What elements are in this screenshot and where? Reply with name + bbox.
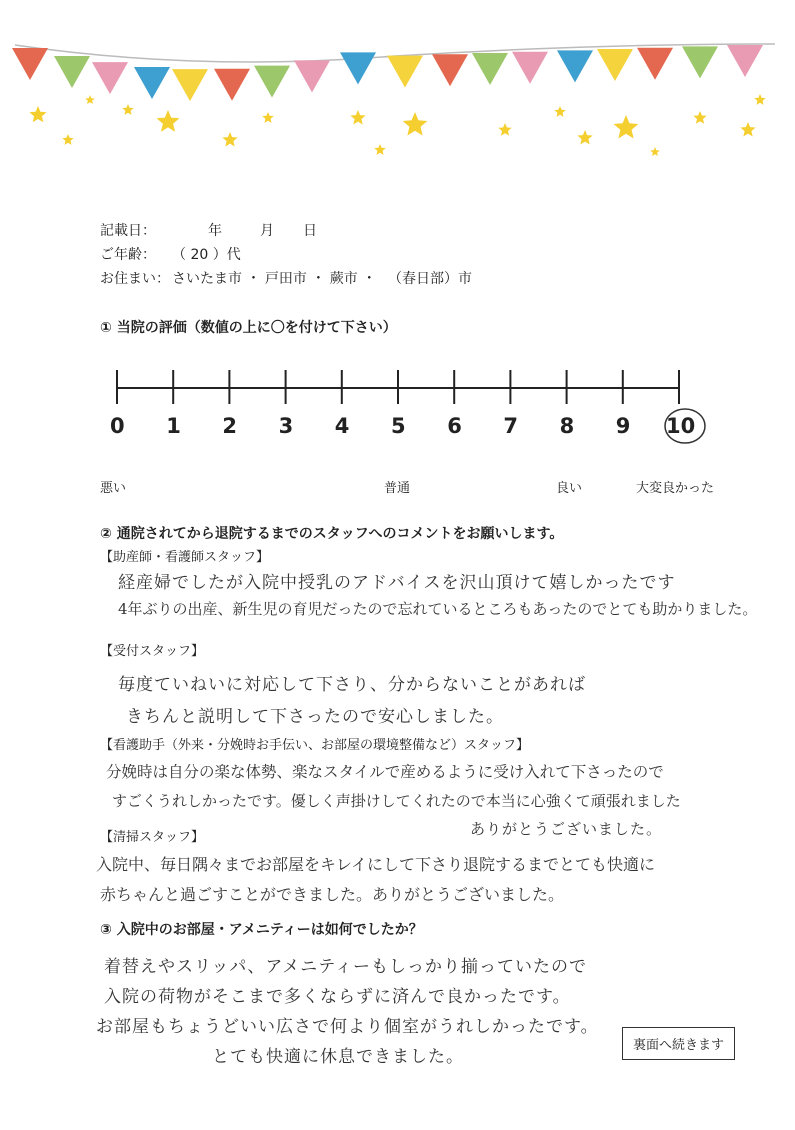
scale-tick-label[interactable]: 3 [278,414,294,438]
scale-tick-label[interactable]: 9 [615,414,631,438]
age-value: （ 20 ）代 [172,247,241,263]
room-comment-3: お部屋もちょうどいい広さで何より個室がうれしかったです。 [96,1017,599,1037]
scale-tick-label[interactable]: 10 [666,414,696,438]
month-label: 月 [260,223,274,239]
continue-on-back-note: 裏面へ続きます [622,1027,735,1060]
scale-tick-label[interactable]: 5 [391,414,406,438]
residence-label: お住まい： [100,271,170,287]
room-comment-1: 着替えやスリッパ、アメニティーもしっかり揃っていたので [104,957,587,977]
residence-value: （春日部）市 [388,271,472,287]
date-label: 記載日： [100,223,156,239]
assistant-label: 【看護助手（外来・分娩時お手伝い、お部屋の環境整備など）スタッフ】 [100,738,530,753]
residence-options: さいたま市 ・ 戸田市 ・ 蕨市 ・ [172,271,377,287]
rating-title: ① 当院の評価（数値の上に〇を付けて下さい） [100,320,397,336]
room-comment-4: とても快適に休息できました。 [212,1047,464,1067]
cleaning-label: 【清掃スタッフ】 [100,830,205,845]
scale-tick-label[interactable]: 6 [447,414,462,438]
scale-tick-label[interactable]: 4 [334,414,350,438]
midwife-label: 【助産師・看護師スタッフ】 [100,550,270,565]
year-label: 年 [208,223,222,239]
age-label: ご年齢： [100,247,156,263]
assistant-comment-2: すごくうれしかったです。優しく声掛けしてくれたので本当に心強くて頑張れました [112,792,681,810]
comments-title: ② 通院されてから退院するまでのスタッフへのコメントをお願いします。 [100,526,564,542]
midwife-comment-2: 4年ぶりの出産、新生児の育児だったので忘れているところもあったのでとても助かりました。 [118,600,758,618]
rating-scale [0,0,795,460]
scale-tick-label[interactable]: 2 [222,414,238,438]
reception-label: 【受付スタッフ】 [100,644,205,659]
assistant-comment-3: ありがとうございました。 [470,820,663,838]
cleaning-comment-2: 赤ちゃんと過ごすことができました。ありがとうございました。 [100,885,565,904]
scale-tick-label[interactable]: 0 [110,414,125,438]
midwife-comment-1: 経産婦でしたが入院中授乳のアドバイスを沢山頂けて嬉しかったです [118,573,676,593]
reception-comment-1: 毎度ていねいに対応して下さり、分からないことがあれば [118,675,586,695]
scale-bad: 悪い [100,481,127,496]
scale-tick-label[interactable]: 7 [503,414,519,438]
scale-tick-label[interactable]: 8 [559,414,575,438]
day-label: 日 [303,223,317,239]
assistant-comment-1: 分娩時は自分の楽な体勢、楽なスタイルで産めるように受け入れて下さったので [106,763,664,781]
room-comment-2: 入院の荷物がそこまで多くならずに済んで良かったです。 [104,987,571,1007]
scale-good: 良い [556,481,583,496]
cleaning-comment-1: 入院中、毎日隅々までお部屋をキレイにして下さり退院するまでとても快適に [96,855,656,874]
room-title: ③ 入院中のお部屋・アメニティーは如何でしたか？ [100,922,423,938]
scale-great: 大変良かった [636,481,715,496]
reception-comment-2: きちんと説明して下さったので安心しました。 [126,707,504,727]
scale-normal: 普通 [384,481,411,496]
scale-tick-label[interactable]: 1 [166,414,181,438]
